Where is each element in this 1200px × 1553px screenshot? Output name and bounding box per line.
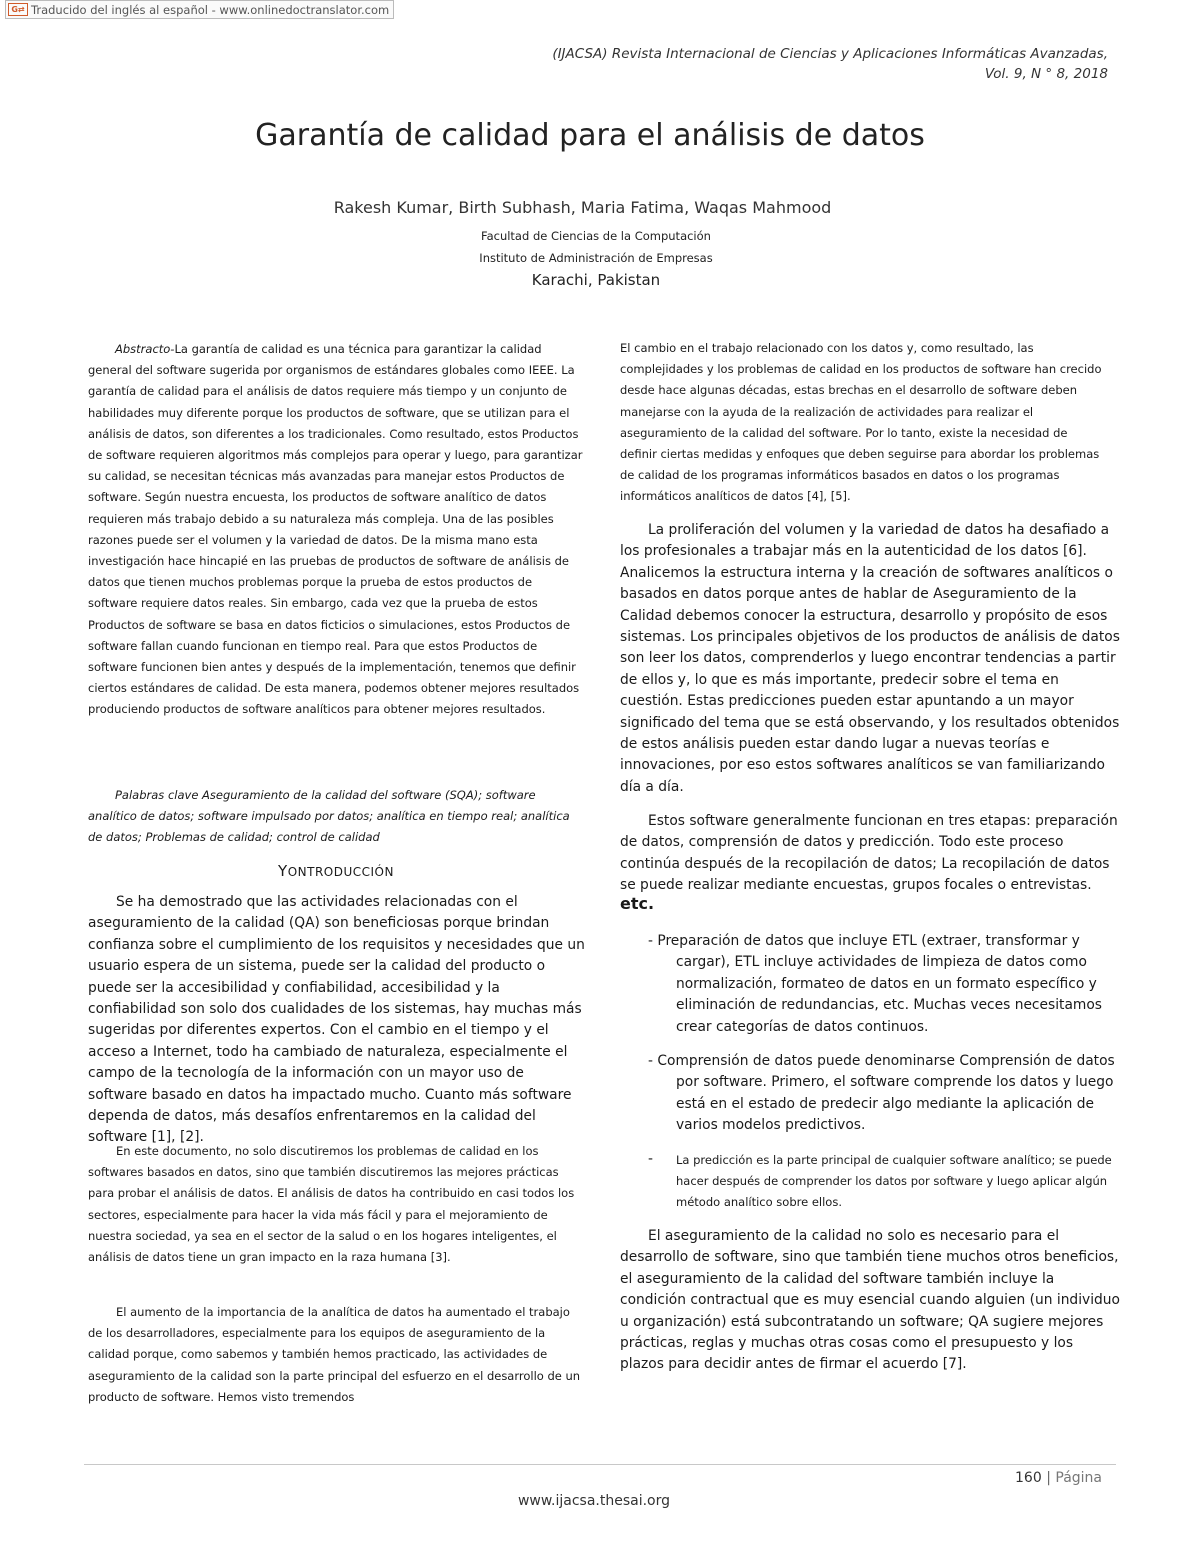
keywords: Palabras clave Aseguramiento de la calidad del software (SQA); software analítico de datos; software impulsado por datos; analítica en tiempo real; analítica de datos; Problemas de calidad; control de calidad xyxy=(88,788,570,845)
journal-volume: Vol. 9, N ° 8, 2018 xyxy=(984,66,1108,82)
section-heading-rest: ONTRODUCCIÓN xyxy=(287,865,394,879)
paper-authors: Rakesh Kumar, Birth Subhash, Maria Fatima, Waqas Mahmood xyxy=(333,198,832,217)
page-number-value: 160 xyxy=(1015,1470,1042,1486)
section-heading-initial: Y xyxy=(278,862,288,880)
affiliation-location: Karachi, Pakistan xyxy=(531,271,661,289)
page-number xyxy=(1015,1470,1102,1486)
right-paragraph-2: La proliferación del volumen y la variedad de datos ha desafiado a los profesionales a trabajar más en la autenticidad de los datos [6]. Analicemos la estructura interna y la creación de softwares analíticos o basados en datos porque antes de hablar de Aseguramiento de la Calidad debemos conocer la estructura, desarrollo y propósito de esos sistemas. Los principales objetivos de los productos de análisis de datos son leer los datos, comprenderlos y luego encontrar tendencias a partir de ellos y, lo que es más importante, predecir sobre el tema en cuestión. Estas predicciones pueden estar apuntando a un mayor significado del tema que se está observando, y los resultados obtenidos de estos análisis pueden estar dando lugar a nuevas teorías e innovaciones, por eso estos softwares analíticos se van familiarizando día a día. xyxy=(620,522,1120,795)
intro-paragraph-3: El aumento de la importancia de la analítica de datos ha aumentado el trabajo de los desarrolladores, especialmente para los equipos de aseguramiento de la calidad porque, como sabemos y también hemos practicado, las actividades de aseguramiento de la calidad son la parte principal del esfuerzo en el desarrollo de un producto de software. Hemos visto tremendos xyxy=(88,1305,581,1404)
affiliation-faculty: Facultad de Ciencias de la Computación xyxy=(481,229,711,243)
right-paragraph-3: Estos software generalmente funcionan en tres etapas: preparación de datos, comprensión de datos y predicción. Todo este proceso continúa después de la recopilación de datos; La recopilación de datos se puede realizar mediante encuestas, grupos focales o entrevistas. xyxy=(620,813,1118,894)
right-paragraph-1: El cambio en el trabajo relacionado con los datos y, como resultado, las complejidades y los problemas de calidad en los productos de software han crecido desde hace algunas décadas, estas brechas en el desarrollo de software deben manejarse con la ayuda de la realización de actividades para realizar el aseguramiento de la calidad del software. Por lo tanto, existe la necesidad de definir ciertas medidas y enfoques que deben seguirse para abordar los problemas de calidad de los programas informáticos basados en datos o los programas informáticos analíticos de datos [4], [5]. xyxy=(620,341,1102,504)
page-separator: | xyxy=(1046,1470,1051,1486)
abstract-label: Abstracto- xyxy=(115,342,175,356)
bullet-dash: - xyxy=(648,1151,653,1167)
bullet-data-comprehension: - Comprensión de datos puede denominarse Comprensión de datos por software. Primero, el software comprende los datos y luego está en el estado de predecir algo mediante la aplicación de varios modelos predictivos. xyxy=(648,1053,1115,1134)
right-paragraph-4: El aseguramiento de la calidad no solo es necesario para el desarrollo de software, sino que también tiene muchos otros beneficios, el aseguramiento de la calidad del software también incluye la condición contractual que es muy esencial cuando alguien (un individuo u organización) está subcontratando un software; QA sugiere mejores prácticas, reglas y muchas otras cosas como el presupuesto y los plazos para decidir antes de firmar el acuerdo [7]. xyxy=(620,1228,1120,1373)
translate-icon: G⇄ xyxy=(8,3,28,16)
journal-header xyxy=(552,44,1108,84)
footer-divider xyxy=(84,1464,1116,1465)
intro-paragraph-2: En este documento, no solo discutiremos los problemas de calidad en los softwares basados en datos, sino que también discutiremos las mejores prácticas para probar el análisis de datos. El análisis de datos ha contribuido en casi todos los sectores, especialmente para hacer la vida más fácil y para el mejoramiento de nuestra sociedad, ya sea en el sector de la salud o en los hogares inteligentes, el análisis de datos tiene un gran impacto en la raza humana [3]. xyxy=(88,1144,575,1265)
translator-banner[interactable] xyxy=(5,0,394,19)
bullet-data-preparation: - Preparación de datos que incluye ETL (extraer, transformar y cargar), ETL incluye actividades de limpieza de datos como normalización, formateo de datos en un formato específico y eliminación de redundancias, etc. Muchas veces necesitamos crear categorías de datos continuos. xyxy=(648,933,1102,1035)
bullet-prediction: La predicción es la parte principal de cualquier software analítico; se puede hacer después de comprender los datos por software y luego aplicar algún método analítico sobre ellos. xyxy=(676,1153,1112,1210)
journal-name: (IJACSA) Revista Internacional de Ciencias y Aplicaciones Informáticas Avanzadas, xyxy=(552,46,1108,62)
etc-text: etc. xyxy=(620,894,655,913)
banner-text[interactable]: Traducido del inglés al español - www.onlinedoctranslator.com xyxy=(31,2,390,17)
intro-paragraph-1: Se ha demostrado que las actividades relacionadas con el aseguramiento de la calidad (QA) son beneficiosas porque brindan confianza sobre el cumplimiento de los requisitos y necesidades que un usuario espera de un sistema, puede ser la calidad del producto o puede ser la accesibilidad y confiabilidad, accesibilidad y la confiabilidad son solo dos cualidades de los sistemas, hay muchas más sugeridas por diferentes expertos. Con el cambio en el tiempo y el acceso a Internet, todo ha cambiado de naturaleza, especialmente el campo de la tecnología de la información con un mayor uso de software basado en datos ha impactado mucho. Cuanto más software dependa de datos, más desafíos enfrentaremos en la calidad del software [1], [2]. xyxy=(88,894,585,1146)
abstract xyxy=(88,339,584,721)
section-heading-introduction xyxy=(88,862,584,880)
paper-title: Garantía de calidad para el análisis de datos xyxy=(255,118,925,153)
journal-website[interactable]: www.ijacsa.thesai.org xyxy=(517,1493,671,1509)
affiliation-institute: Instituto de Administración de Empresas xyxy=(479,251,713,265)
page-label: Página xyxy=(1055,1470,1102,1486)
abstract-text: La garantía de calidad es una técnica para garantizar la calidad general del software sugerida por organismos de estándares globales como IEEE. La garantía de calidad para el análisis de datos requiere más tiempo y un conjunto de habilidades muy diferente porque los productos de software, que se utilizan para el análisis de datos, son diferentes a los tradicionales. Como resultado, estos Productos de software requieren algoritmos más complejos para operar y luego, para garantizar su calidad, se necesitan técnicas más avanzadas para manejar estos Productos de software. Según nuestra encuesta, los productos de software analítico de datos requieren más trabajo debido a su naturaleza más compleja. Una de las posibles razones puede ser el volumen y la variedad de datos. De la misma mano esta investigación hace hincapié en las pruebas de productos de software de análisis de datos que tienen muchos problemas porque la prueba de estos productos de software requiere datos reales. Sin embargo, cada vez que la prueba de estos Productos de software se basa en datos ficticios o simulaciones, estos Productos de software fallan cuando funcionan en tiempo real. Para que estos Productos de software funcionen bien antes y después de la implementación, tenemos que definir ciertos estándares de calidad. De esta manera, podemos obtener mejores resultados produciendo productos de software analíticos para obtener mejores resultados. xyxy=(88,342,583,717)
